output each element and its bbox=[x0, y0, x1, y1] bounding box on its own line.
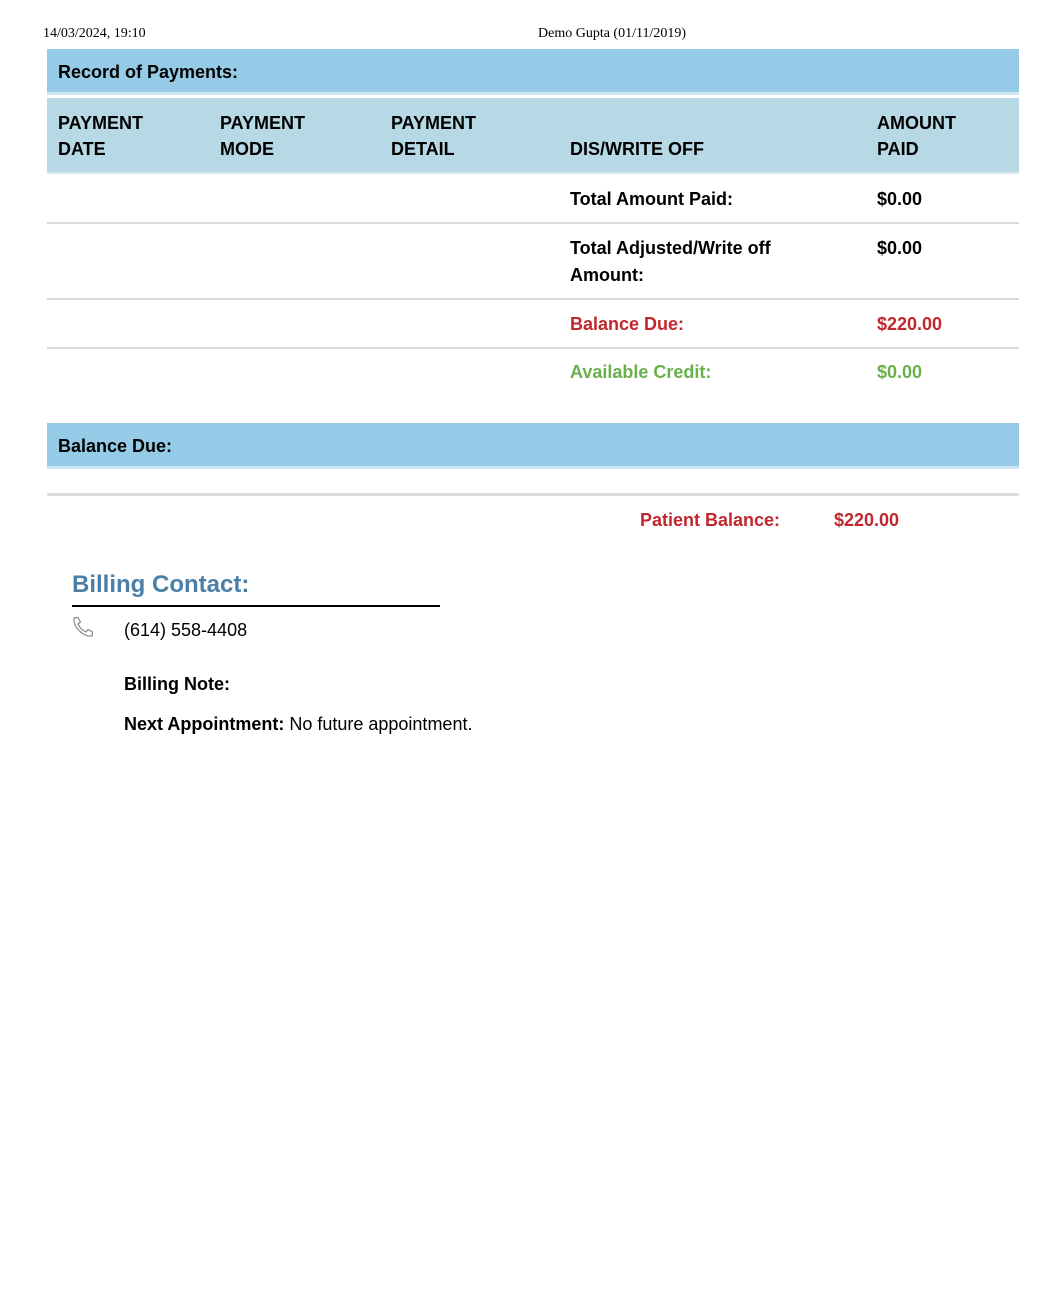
balance-due-value: $220.00 bbox=[877, 314, 943, 334]
record-of-payments-header: Record of Payments: bbox=[47, 49, 1019, 95]
patient-balance-label: Patient Balance: bbox=[640, 510, 781, 530]
phone-icon bbox=[71, 616, 95, 638]
patient-balance-value: $220.00 bbox=[834, 510, 900, 530]
column-payment-date: PAYMENT DATE bbox=[58, 113, 144, 159]
print-date: 14/03/2024, 19:10 bbox=[43, 26, 146, 41]
balance-due-header: Balance Due: bbox=[47, 423, 1019, 469]
column-payment-mode: PAYMENT MODE bbox=[220, 113, 306, 159]
row-divider bbox=[47, 347, 1019, 349]
total-adjusted-label: Total Adjusted/Write off Amount: bbox=[570, 238, 771, 285]
total-amount-paid-value: $0.00 bbox=[877, 189, 923, 209]
billing-contact-underline bbox=[72, 605, 440, 607]
total-amount-paid-label: Total Amount Paid: bbox=[570, 189, 733, 209]
balance-divider bbox=[47, 493, 1019, 496]
balance-due-label: Balance Due: bbox=[570, 314, 685, 334]
total-adjusted-value: $0.00 bbox=[877, 238, 923, 258]
column-payment-detail: PAYMENT DETAIL bbox=[391, 113, 477, 159]
print-title: Demo Gupta (01/11/2019) bbox=[538, 26, 687, 41]
next-appointment-value: No future appointment. bbox=[289, 714, 473, 734]
available-credit-label: Available Credit: bbox=[570, 362, 712, 382]
billing-note-label: Billing Note: bbox=[124, 674, 230, 694]
row-divider bbox=[47, 298, 1019, 300]
row-divider bbox=[47, 222, 1019, 224]
column-amount-paid: AMOUNT PAID bbox=[877, 113, 956, 159]
payments-column-headers bbox=[47, 98, 1019, 174]
billing-contact-title: Billing Contact: bbox=[72, 571, 250, 598]
billing-phone: (614) 558-4408 bbox=[124, 620, 248, 640]
available-credit-value: $0.00 bbox=[877, 362, 923, 382]
next-appointment bbox=[124, 714, 472, 735]
next-appointment-label: Next Appointment: bbox=[124, 714, 285, 734]
column-dis-write-off: DIS/WRITE OFF bbox=[570, 139, 704, 159]
print-header bbox=[0, 26, 1064, 44]
